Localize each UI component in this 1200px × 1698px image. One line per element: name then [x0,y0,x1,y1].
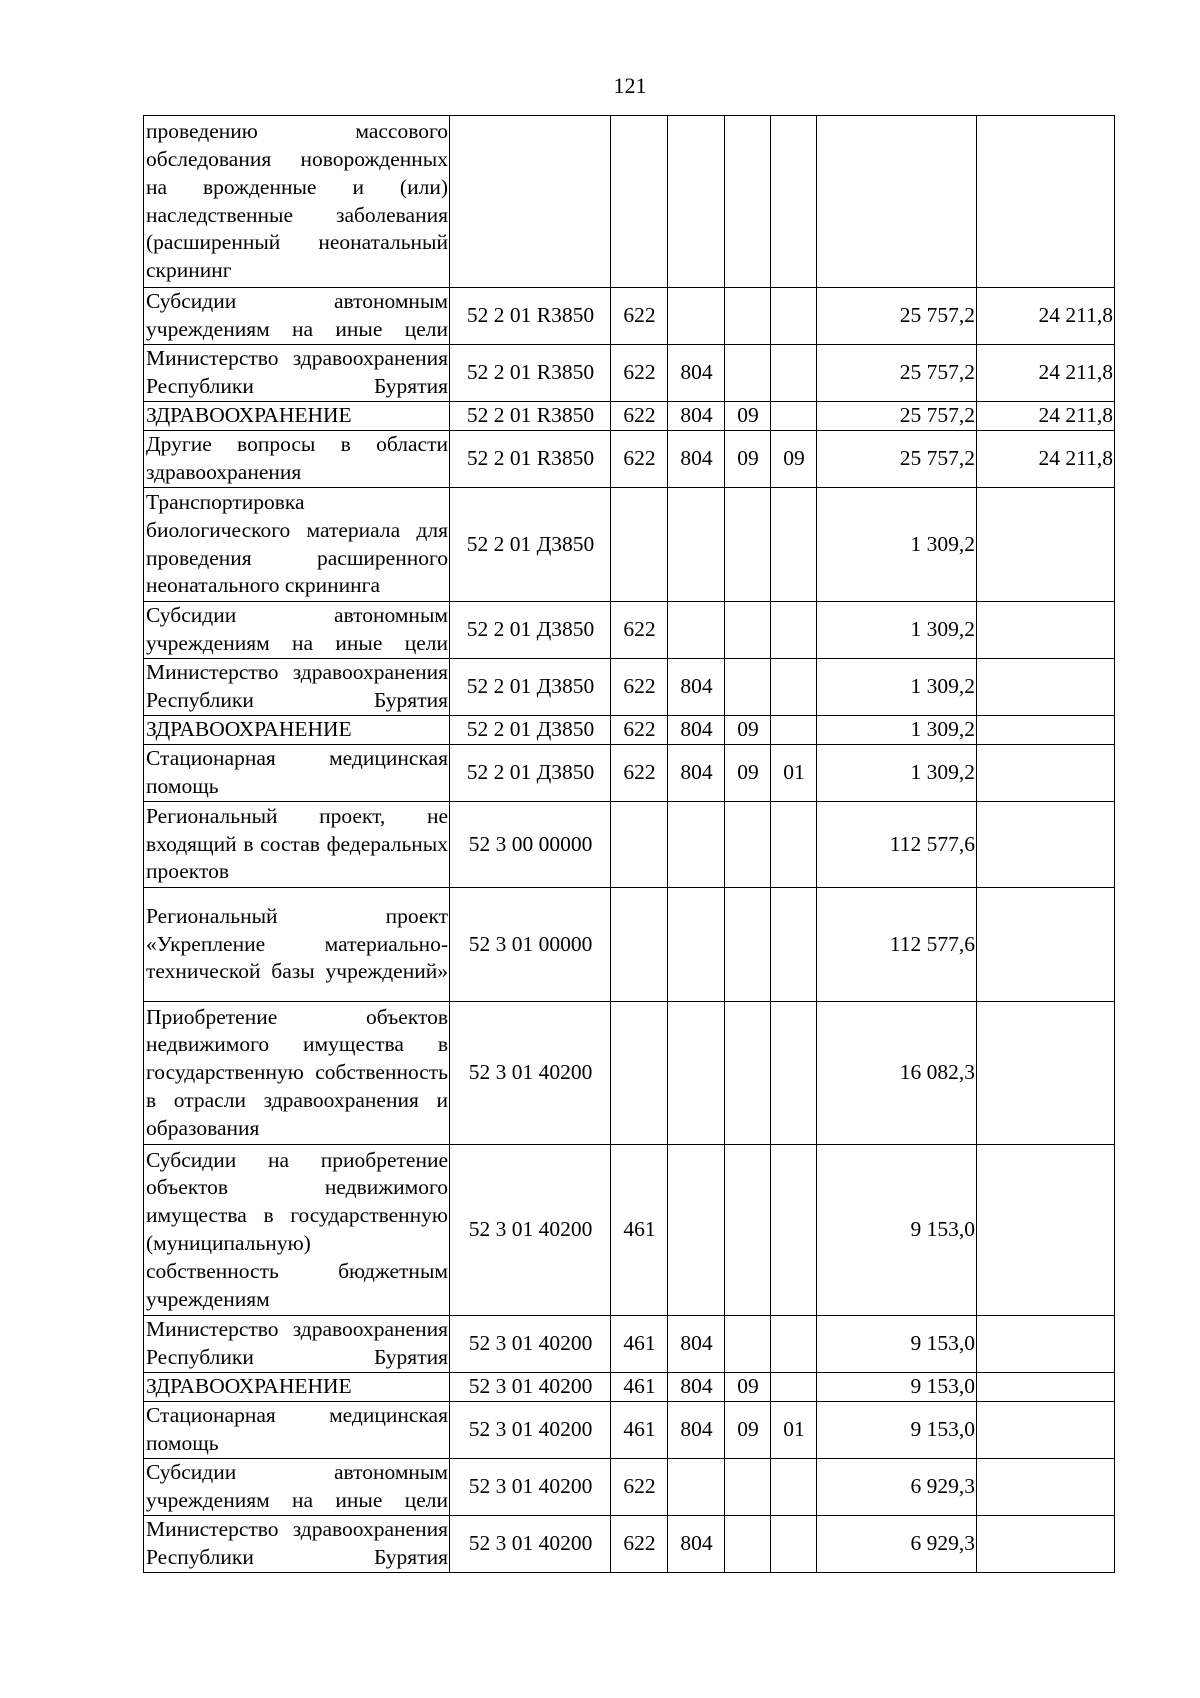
row-subsection [771,402,817,431]
row-description: Стационарная медицинская помощь [144,1402,450,1459]
row-amount-1 [817,116,977,288]
row-amount-2: 24 211,8 [977,431,1115,488]
row-target-code: 52 2 01 R3850 [450,288,611,345]
row-ministry-code: 804 [668,659,725,716]
row-description: Министерство здравоохранения Республики Бурятия [144,345,450,402]
row-amount-1: 112 577,6 [817,802,977,888]
row-target-code: 52 2 01 R3850 [450,431,611,488]
table-row [144,1145,1115,1316]
table-row [144,488,1115,602]
row-target-code: 52 3 01 40200 [450,1002,611,1145]
row-subsection [771,716,817,745]
row-subsection [771,602,817,659]
table-row [144,1002,1115,1145]
table-row [144,888,1115,1002]
row-section [725,1459,771,1516]
row-description: Министерство здравоохранения Республики Бурятия [144,659,450,716]
row-amount-2 [977,116,1115,288]
row-subsection [771,1002,817,1145]
row-expense-type: 622 [611,602,668,659]
row-amount-1: 1 309,2 [817,602,977,659]
row-target-code: 52 2 01 Д3850 [450,716,611,745]
row-target-code: 52 2 01 R3850 [450,345,611,402]
row-section [725,802,771,888]
row-amount-1: 6 929,3 [817,1516,977,1573]
row-subsection: 01 [771,1402,817,1459]
row-subsection [771,802,817,888]
table-row [144,345,1115,402]
row-subsection [771,1145,817,1316]
row-section: 09 [725,745,771,802]
row-target-code: 52 3 01 00000 [450,888,611,1002]
row-ministry-code [668,1002,725,1145]
page-number: 121 [613,73,647,98]
table-row [144,1373,1115,1402]
row-amount-1: 1 309,2 [817,716,977,745]
row-target-code: 52 3 00 00000 [450,802,611,888]
table-row [144,659,1115,716]
row-subsection [771,1516,817,1573]
row-amount-2 [977,659,1115,716]
row-amount-2 [977,745,1115,802]
row-ministry-code: 804 [668,1516,725,1573]
row-expense-type: 461 [611,1402,668,1459]
row-ministry-code [668,888,725,1002]
row-amount-1: 9 153,0 [817,1402,977,1459]
row-subsection [771,888,817,1002]
row-ministry-code [668,116,725,288]
budget-table [143,115,1115,1573]
table-row [144,745,1115,802]
row-subsection [771,1373,817,1402]
table-row [144,288,1115,345]
row-description: Транспортировка биологического материала для проведения расширенного неонатального скрининга [144,488,450,602]
row-expense-type [611,1002,668,1145]
row-ministry-code [668,602,725,659]
row-amount-2 [977,802,1115,888]
row-target-code: 52 3 01 40200 [450,1145,611,1316]
row-amount-2: 24 211,8 [977,288,1115,345]
row-description: Другие вопросы в области здравоохранения [144,431,450,488]
row-ministry-code: 804 [668,716,725,745]
row-section: 09 [725,431,771,488]
row-expense-type: 622 [611,1516,668,1573]
row-description: Субсидии автономным учреждениям на иные цели [144,1459,450,1516]
row-expense-type [611,116,668,288]
row-amount-2 [977,1316,1115,1373]
row-ministry-code: 804 [668,745,725,802]
row-description: Приобретение объектов недвижимого имущества в государственную собственность в отрасли здравоохранения и образования [144,1002,450,1145]
row-subsection: 09 [771,431,817,488]
table-row [144,116,1115,288]
row-amount-2 [977,1002,1115,1145]
row-amount-2 [977,1516,1115,1573]
row-expense-type [611,488,668,602]
row-expense-type: 622 [611,745,668,802]
row-amount-2 [977,716,1115,745]
row-amount-2 [977,1373,1115,1402]
table-row [144,431,1115,488]
row-target-code: 52 2 01 Д3850 [450,659,611,716]
row-expense-type: 622 [611,345,668,402]
row-amount-1: 112 577,6 [817,888,977,1002]
row-amount-2: 24 211,8 [977,402,1115,431]
row-ministry-code: 804 [668,345,725,402]
row-description: Министерство здравоохранения Республики Бурятия [144,1316,450,1373]
row-expense-type [611,888,668,1002]
row-expense-type: 622 [611,431,668,488]
row-amount-1: 6 929,3 [817,1459,977,1516]
row-target-code: 52 3 01 40200 [450,1373,611,1402]
row-subsection [771,1459,817,1516]
row-expense-type: 622 [611,716,668,745]
row-subsection [771,659,817,716]
row-amount-2 [977,1402,1115,1459]
row-amount-1: 1 309,2 [817,659,977,716]
table-row [144,1516,1115,1573]
row-subsection [771,488,817,602]
row-section [725,659,771,716]
row-description: Министерство здравоохранения Республики Бурятия [144,1516,450,1573]
row-description: ЗДРАВООХРАНЕНИЕ [144,716,450,745]
row-amount-1: 9 153,0 [817,1316,977,1373]
row-ministry-code [668,488,725,602]
row-ministry-code: 804 [668,1316,725,1373]
row-section [725,888,771,1002]
row-expense-type: 622 [611,1459,668,1516]
row-amount-2 [977,488,1115,602]
row-expense-type: 622 [611,659,668,716]
row-section: 09 [725,1373,771,1402]
row-ministry-code [668,288,725,345]
row-section [725,488,771,602]
row-description: Региональный проект «Укрепление материально-технической базы учреждений» [144,888,450,1002]
row-amount-1: 9 153,0 [817,1373,977,1402]
table-row [144,602,1115,659]
row-subsection [771,1316,817,1373]
row-section [725,116,771,288]
row-target-code: 52 2 01 R3850 [450,402,611,431]
row-expense-type: 461 [611,1373,668,1402]
row-amount-1: 1 309,2 [817,488,977,602]
row-description: Субсидии автономным учреждениям на иные цели [144,602,450,659]
row-amount-2 [977,1145,1115,1316]
row-target-code [450,116,611,288]
row-amount-1: 25 757,2 [817,431,977,488]
row-subsection: 01 [771,745,817,802]
row-target-code: 52 3 01 40200 [450,1516,611,1573]
row-subsection [771,116,817,288]
row-description: Региональный проект, не входящий в состав федеральных проектов [144,802,450,888]
row-expense-type [611,802,668,888]
row-description: ЗДРАВООХРАНЕНИЕ [144,1373,450,1402]
row-target-code: 52 3 01 40200 [450,1459,611,1516]
row-ministry-code [668,802,725,888]
row-amount-1: 25 757,2 [817,345,977,402]
row-amount-2 [977,888,1115,1002]
row-target-code: 52 2 01 Д3850 [450,745,611,802]
row-amount-2 [977,602,1115,659]
row-section: 09 [725,716,771,745]
row-section [725,1145,771,1316]
row-subsection [771,288,817,345]
row-section [725,1002,771,1145]
row-amount-1: 1 309,2 [817,745,977,802]
row-description: ЗДРАВООХРАНЕНИЕ [144,402,450,431]
row-target-code: 52 3 01 40200 [450,1316,611,1373]
table-row [144,402,1115,431]
row-target-code: 52 3 01 40200 [450,1402,611,1459]
row-ministry-code: 804 [668,1373,725,1402]
table-row [144,802,1115,888]
row-amount-2 [977,1459,1115,1516]
row-section [725,1316,771,1373]
row-section [725,345,771,402]
row-expense-type: 622 [611,402,668,431]
row-target-code: 52 2 01 Д3850 [450,602,611,659]
row-ministry-code [668,1459,725,1516]
row-amount-1: 25 757,2 [817,402,977,431]
row-target-code: 52 2 01 Д3850 [450,488,611,602]
row-description: проведению массового обследования новорожденных на врожденные и (или) наследственные заболевания (расширенный неонатальный скрининг [144,116,450,288]
row-expense-type: 622 [611,288,668,345]
row-subsection [771,345,817,402]
table-row [144,1459,1115,1516]
row-section [725,602,771,659]
table-row [144,1402,1115,1459]
row-expense-type: 461 [611,1145,668,1316]
row-section [725,288,771,345]
row-ministry-code: 804 [668,431,725,488]
row-section: 09 [725,402,771,431]
row-description: Стационарная медицинская помощь [144,745,450,802]
row-amount-2: 24 211,8 [977,345,1115,402]
row-ministry-code [668,1145,725,1316]
row-description: Субсидии на приобретение объектов недвижимого имущества в государственную (муниципальную) собственность бюджетным учреждениям [144,1145,450,1316]
row-amount-1: 16 082,3 [817,1002,977,1145]
row-amount-1: 25 757,2 [817,288,977,345]
row-description: Субсидии автономным учреждениям на иные цели [144,288,450,345]
row-section [725,1516,771,1573]
row-ministry-code: 804 [668,402,725,431]
row-amount-1: 9 153,0 [817,1145,977,1316]
row-ministry-code: 804 [668,1402,725,1459]
row-section: 09 [725,1402,771,1459]
row-expense-type: 461 [611,1316,668,1373]
table-row [144,716,1115,745]
table-row [144,1316,1115,1373]
